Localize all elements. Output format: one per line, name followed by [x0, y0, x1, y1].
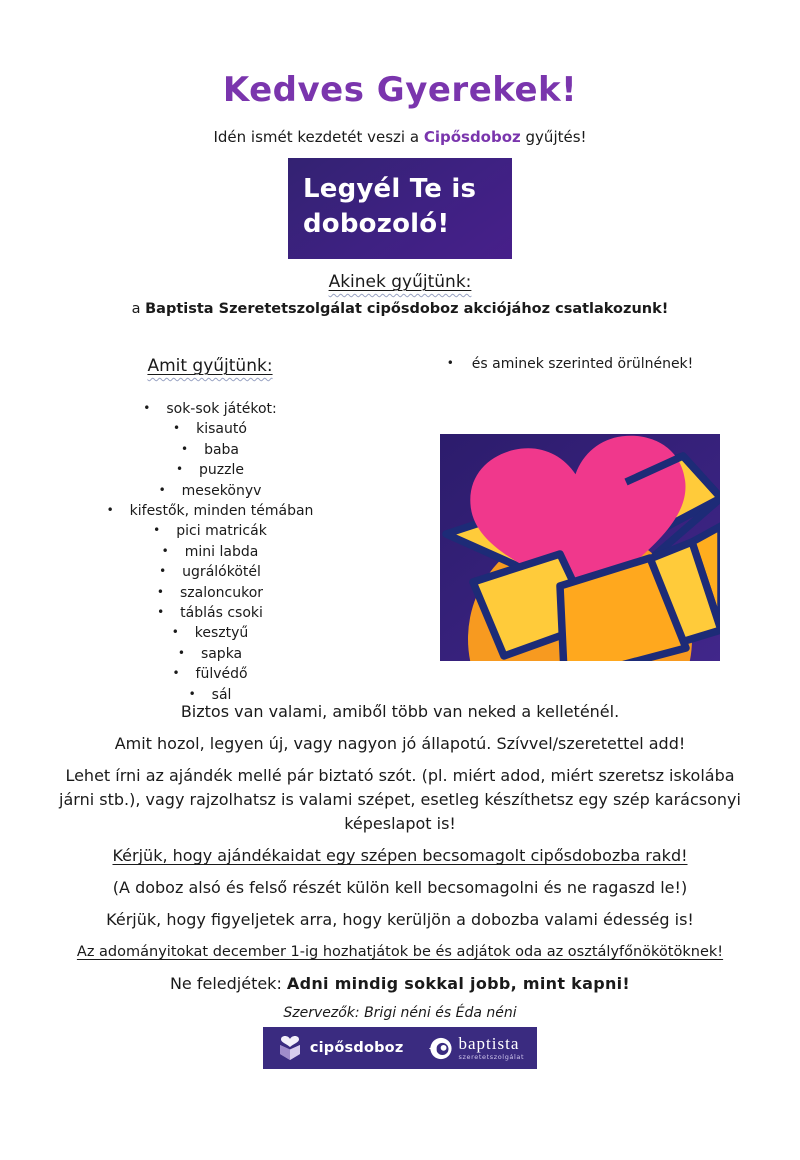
subtitle-post: gyűjtés!: [520, 128, 587, 146]
baptista-logo-sublabel: szeretetszolgálat: [458, 1053, 525, 1062]
list-item: • kisautó: [173, 421, 247, 438]
list-item: • fülvédő: [172, 666, 248, 683]
list-item: • mesekönyv: [158, 482, 262, 499]
page-title: Kedves Gyerekek!: [222, 70, 578, 110]
baptista-logo-label: baptista: [458, 1034, 520, 1054]
akinek-text: [0, 301, 800, 317]
paragraph-deadline: Az adományitokat december 1-ig hozhatjátok be és adjátok oda az osztályfőnökötöknek!: [76, 944, 724, 960]
akinek-text-bold: Baptista Szeretetszolgálat cipősdoboz akciójához csatlakozunk!: [145, 301, 669, 317]
list-item: • ugrálókötél: [159, 564, 261, 581]
bullet-icon: •: [159, 564, 167, 579]
bullet-icon: •: [153, 523, 161, 538]
list-item: • mini labda: [161, 543, 259, 560]
bullet-icon: •: [156, 584, 164, 599]
bullet-icon: •: [180, 441, 189, 456]
paragraph: Biztos van valami, amiből több van neked a kelleténél.: [180, 702, 620, 721]
motto-bold: Adni mindig sokkal jobb, mint kapni!: [286, 974, 631, 993]
list-item: • táblás csoki: [157, 605, 263, 622]
collect-list: [45, 399, 375, 705]
bullet-icon: •: [171, 625, 179, 640]
section-heading-akinek: Akinek gyűjtünk:: [328, 272, 472, 292]
subtitle-highlight: Cipősdoboz: [423, 128, 521, 146]
list-item: • sapka: [177, 645, 243, 662]
shoebox-logo: [276, 1035, 404, 1061]
list-item: • pici matricák: [153, 523, 267, 540]
motto-pre: Ne feledjétek:: [169, 974, 287, 993]
bullet-icon: •: [172, 666, 180, 681]
promo-banner: [288, 158, 512, 259]
bullet-icon: •: [106, 503, 114, 518]
list-item: • kesztyű: [171, 625, 249, 642]
baptista-logo: [428, 1035, 525, 1061]
paragraph: Lehet írni az ajándék mellé pár biztató szót. (pl. miért adod, miért szeretsz iskolába járni stb.), vagy rajzolhatsz is valami szépet, esetleg készíthetsz egy szép karácsonyi képeslapot is!: [59, 766, 741, 833]
paragraph-motto: [55, 972, 745, 996]
gift-box-illustration: [440, 434, 720, 661]
list-item: • kifestők, minden témában: [106, 503, 314, 520]
paragraph: Amit hozol, legyen új, vagy nagyon jó állapotú. Szívvel/szeretettel add!: [114, 734, 686, 753]
body-copy: [55, 700, 745, 1030]
subtitle-pre: Idén ismét kezdetét veszi a: [213, 128, 424, 146]
promo-line-1: Legyél Te is: [303, 174, 477, 204]
paragraph-underlined: Kérjük, hogy ajándékaidat egy szépen becsomagolt cipősdobozba rakd!: [112, 846, 688, 865]
baptista-logo-icon: [428, 1036, 453, 1061]
right-note: [430, 356, 710, 372]
akinek-text-pre: a: [131, 301, 146, 317]
bullet-icon: •: [161, 543, 169, 558]
bullet-icon: •: [158, 482, 166, 497]
right-note-text: és aminek szerinted örülnének!: [471, 356, 694, 372]
bullet-icon: •: [157, 605, 165, 620]
bullet-icon: •: [446, 356, 454, 370]
list-item: • puzzle: [175, 462, 245, 479]
paragraph: (A doboz alsó és felső részét külön kell becsomagolni és ne ragaszd le!): [112, 878, 688, 897]
section-heading-amit: Amit gyűjtünk:: [147, 356, 273, 376]
promo-line-2: dobozoló!: [303, 209, 450, 239]
paragraph: Kérjük, hogy figyeljetek arra, hogy kerüljön a dobozba valami édesség is!: [106, 910, 694, 929]
bullet-icon: •: [177, 645, 185, 660]
bullet-icon: •: [173, 421, 181, 436]
bullet-icon: •: [143, 401, 151, 415]
list-item: • sok-sok játékot:: [143, 401, 277, 417]
organizers-line: Szervezők: Brigi néni és Éda néni: [283, 1005, 517, 1021]
bullet-icon: •: [175, 462, 184, 477]
subtitle: [0, 128, 800, 146]
bullet-icon: •: [188, 686, 196, 701]
gift-box-illustration-svg: [440, 434, 720, 661]
shoebox-logo-label: cipősdoboz: [309, 1040, 404, 1056]
list-item: • szaloncukor: [156, 584, 264, 601]
list-item: • baba: [180, 441, 239, 458]
shoebox-logo-icon: [276, 1035, 304, 1061]
baptista-logo-text: [459, 1035, 525, 1061]
list-item: • sál: [188, 686, 232, 703]
footer-logo-banner: [263, 1027, 537, 1069]
